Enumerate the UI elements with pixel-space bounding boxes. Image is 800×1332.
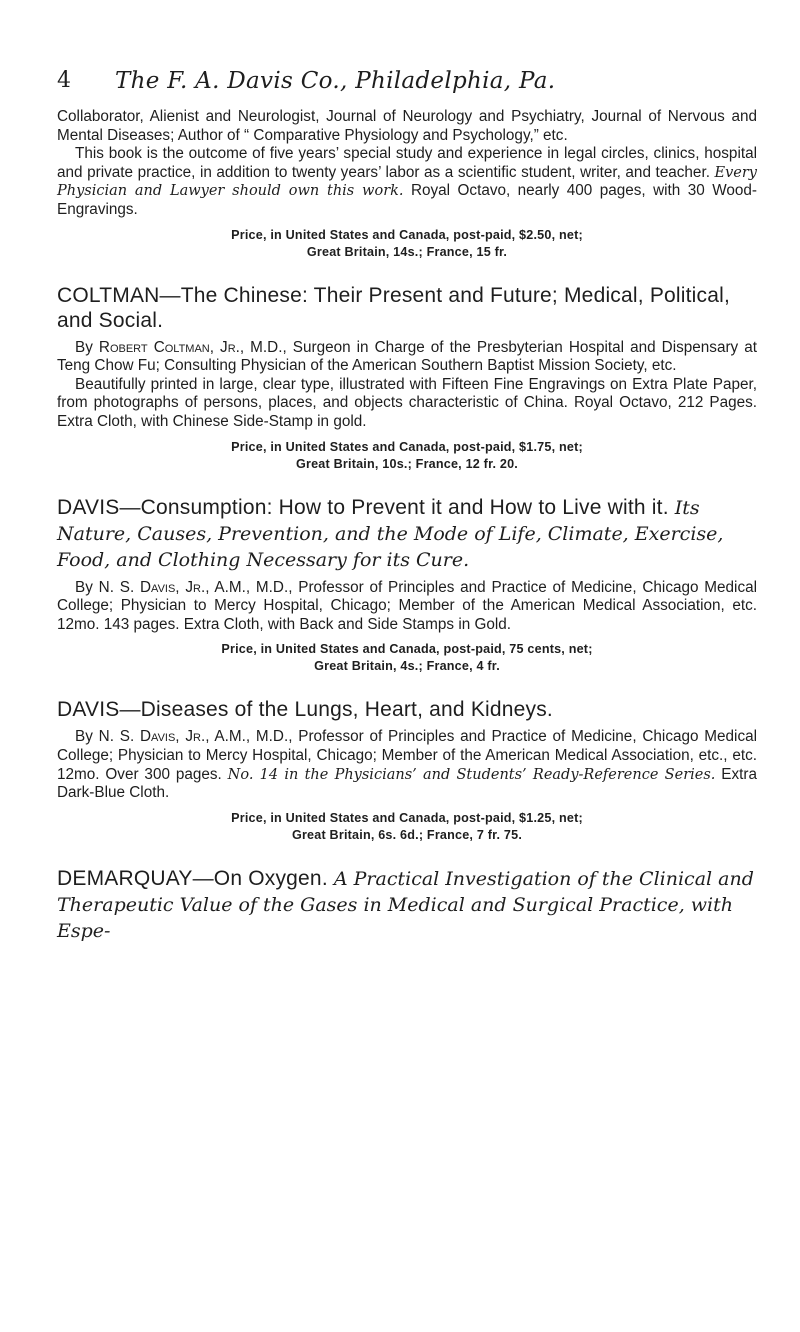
page-header — [57, 60, 757, 108]
entry-subtitle: A Practical Investigation of the Clinical and Therapeutic Value of the Gases in Medical and Surgical Practice, with Espe- — [57, 867, 754, 942]
entry-price: Price, in United States and Canada, post-paid, 75 cents, net; Great Britain, 4s.; France, 4 fr. — [221, 642, 593, 674]
entry-price: Price, in United States and Canada, post-paid, $1.25, net; Great Britain, 6s. 6d.; France, 7 fr. 75. — [231, 810, 583, 842]
entry-coltman — [57, 283, 757, 473]
author-name: Robert Coltman, Jr. — [98, 338, 240, 356]
page-number: 4 — [57, 68, 71, 93]
entry-heading: DAVIS—Diseases of the Lungs, Heart, and Kidneys. — [57, 698, 553, 722]
intro-price: Price, in United States and Canada, post-paid, $2.50, net; Great Britain, 14s.; France, 15 fr. — [231, 227, 583, 259]
intro-entry — [57, 108, 757, 261]
intro-credentials: Collaborator, Alienist and Neurologist, Journal of Neurology and Psychiatry, Journal of Nervous and Mental Diseases; Author of “ Comparative Physiology and Psychology,” etc. — [57, 108, 757, 144]
entry-author: By N. S. Davis, Jr., A.M., M.D., Professor of Principles and Practice of Medicine, Chicago Medical College; Physician to Mercy Hospital, Chicago; Member of the American Medical Association, etc. 12mo. 143 pages. Extra Cloth, with Back and Side Stamps in Gold. — [57, 578, 757, 633]
entry-subtitle: Its Nature, Causes, Prevention, and the Mode of Life, Climate, Exercise, Food, and Clothing Necessary for its Cure. — [57, 496, 724, 571]
running-head: The F. A. Davis Co., Philadelphia, Pa. — [115, 68, 556, 94]
entry-heading: COLTMAN—The Chinese: Their Present and Future; Medical, Political, and Social. — [57, 283, 731, 332]
intro-description-emphasis: Every Physician and Lawyer should own this work. — [57, 164, 757, 200]
book-page — [57, 60, 757, 950]
entry-davis-lungs — [57, 697, 757, 843]
entry-heading: DEMARQUAY—On Oxygen. A Practical Investigation of the Clinical and Therapeutic Value of the Gases in Medical and Surgical Practice, with Espe- — [57, 866, 754, 942]
entry-author: By N. S. Davis, Jr., A.M., M.D., Professor of Principles and Practice of Medicine, Chicago Medical College; Physician to Mercy Hospital, Chicago; Member of the American Medical Association, etc., etc. 12mo. Over 300 pages. No. 14 in the Physicians’ and Students’ Ready-Reference Series. Extra Dark-Blue Cloth. — [57, 728, 757, 802]
entry-description: Beautifully printed in large, clear type, illustrated with Fifteen Fine Engravings on Extra Plate Paper, from photographs of persons, places, and objects characteristic of China. Royal Octavo, 212 Pages. Extra Cloth, with Chinese Side-Stamp in gold. — [57, 375, 757, 430]
series-name: No. 14 in the Physicians’ and Students’ Ready-Reference Series. — [227, 766, 716, 783]
entry-davis-consumption — [57, 495, 757, 676]
entry-demarquay — [57, 866, 757, 944]
entry-price: Price, in United States and Canada, post-paid, $1.75, net; Great Britain, 10s.; France, 12 fr. 20. — [231, 439, 583, 471]
author-name: N. S. Davis, Jr. — [98, 578, 206, 596]
entry-heading: DAVIS—Consumption: How to Prevent it and How to Live with it. Its Nature, Causes, Prevention, and the Mode of Life, Climate, Exercise, Food, and Clothing Necessary for its Cure. — [57, 495, 724, 571]
entry-author: By Robert Coltman, Jr., M.D., Surgeon in Charge of the Presbyterian Hospital and Dispensary at Teng Chow Fu; Consulting Physician of the American Southern Baptist Mission Society, etc. — [57, 338, 757, 375]
intro-description: This book is the outcome of five years’ special study and experience in legal circles, clinics, hospital and private practice, in addition to twenty years’ labor as a scientific student, writer, and teacher. Every Physician and Lawyer should own this work. Royal Octavo, nearly 400 pages, with 30 Wood-Engravings. — [57, 145, 757, 218]
author-name: N. S. Davis, Jr. — [98, 728, 206, 746]
